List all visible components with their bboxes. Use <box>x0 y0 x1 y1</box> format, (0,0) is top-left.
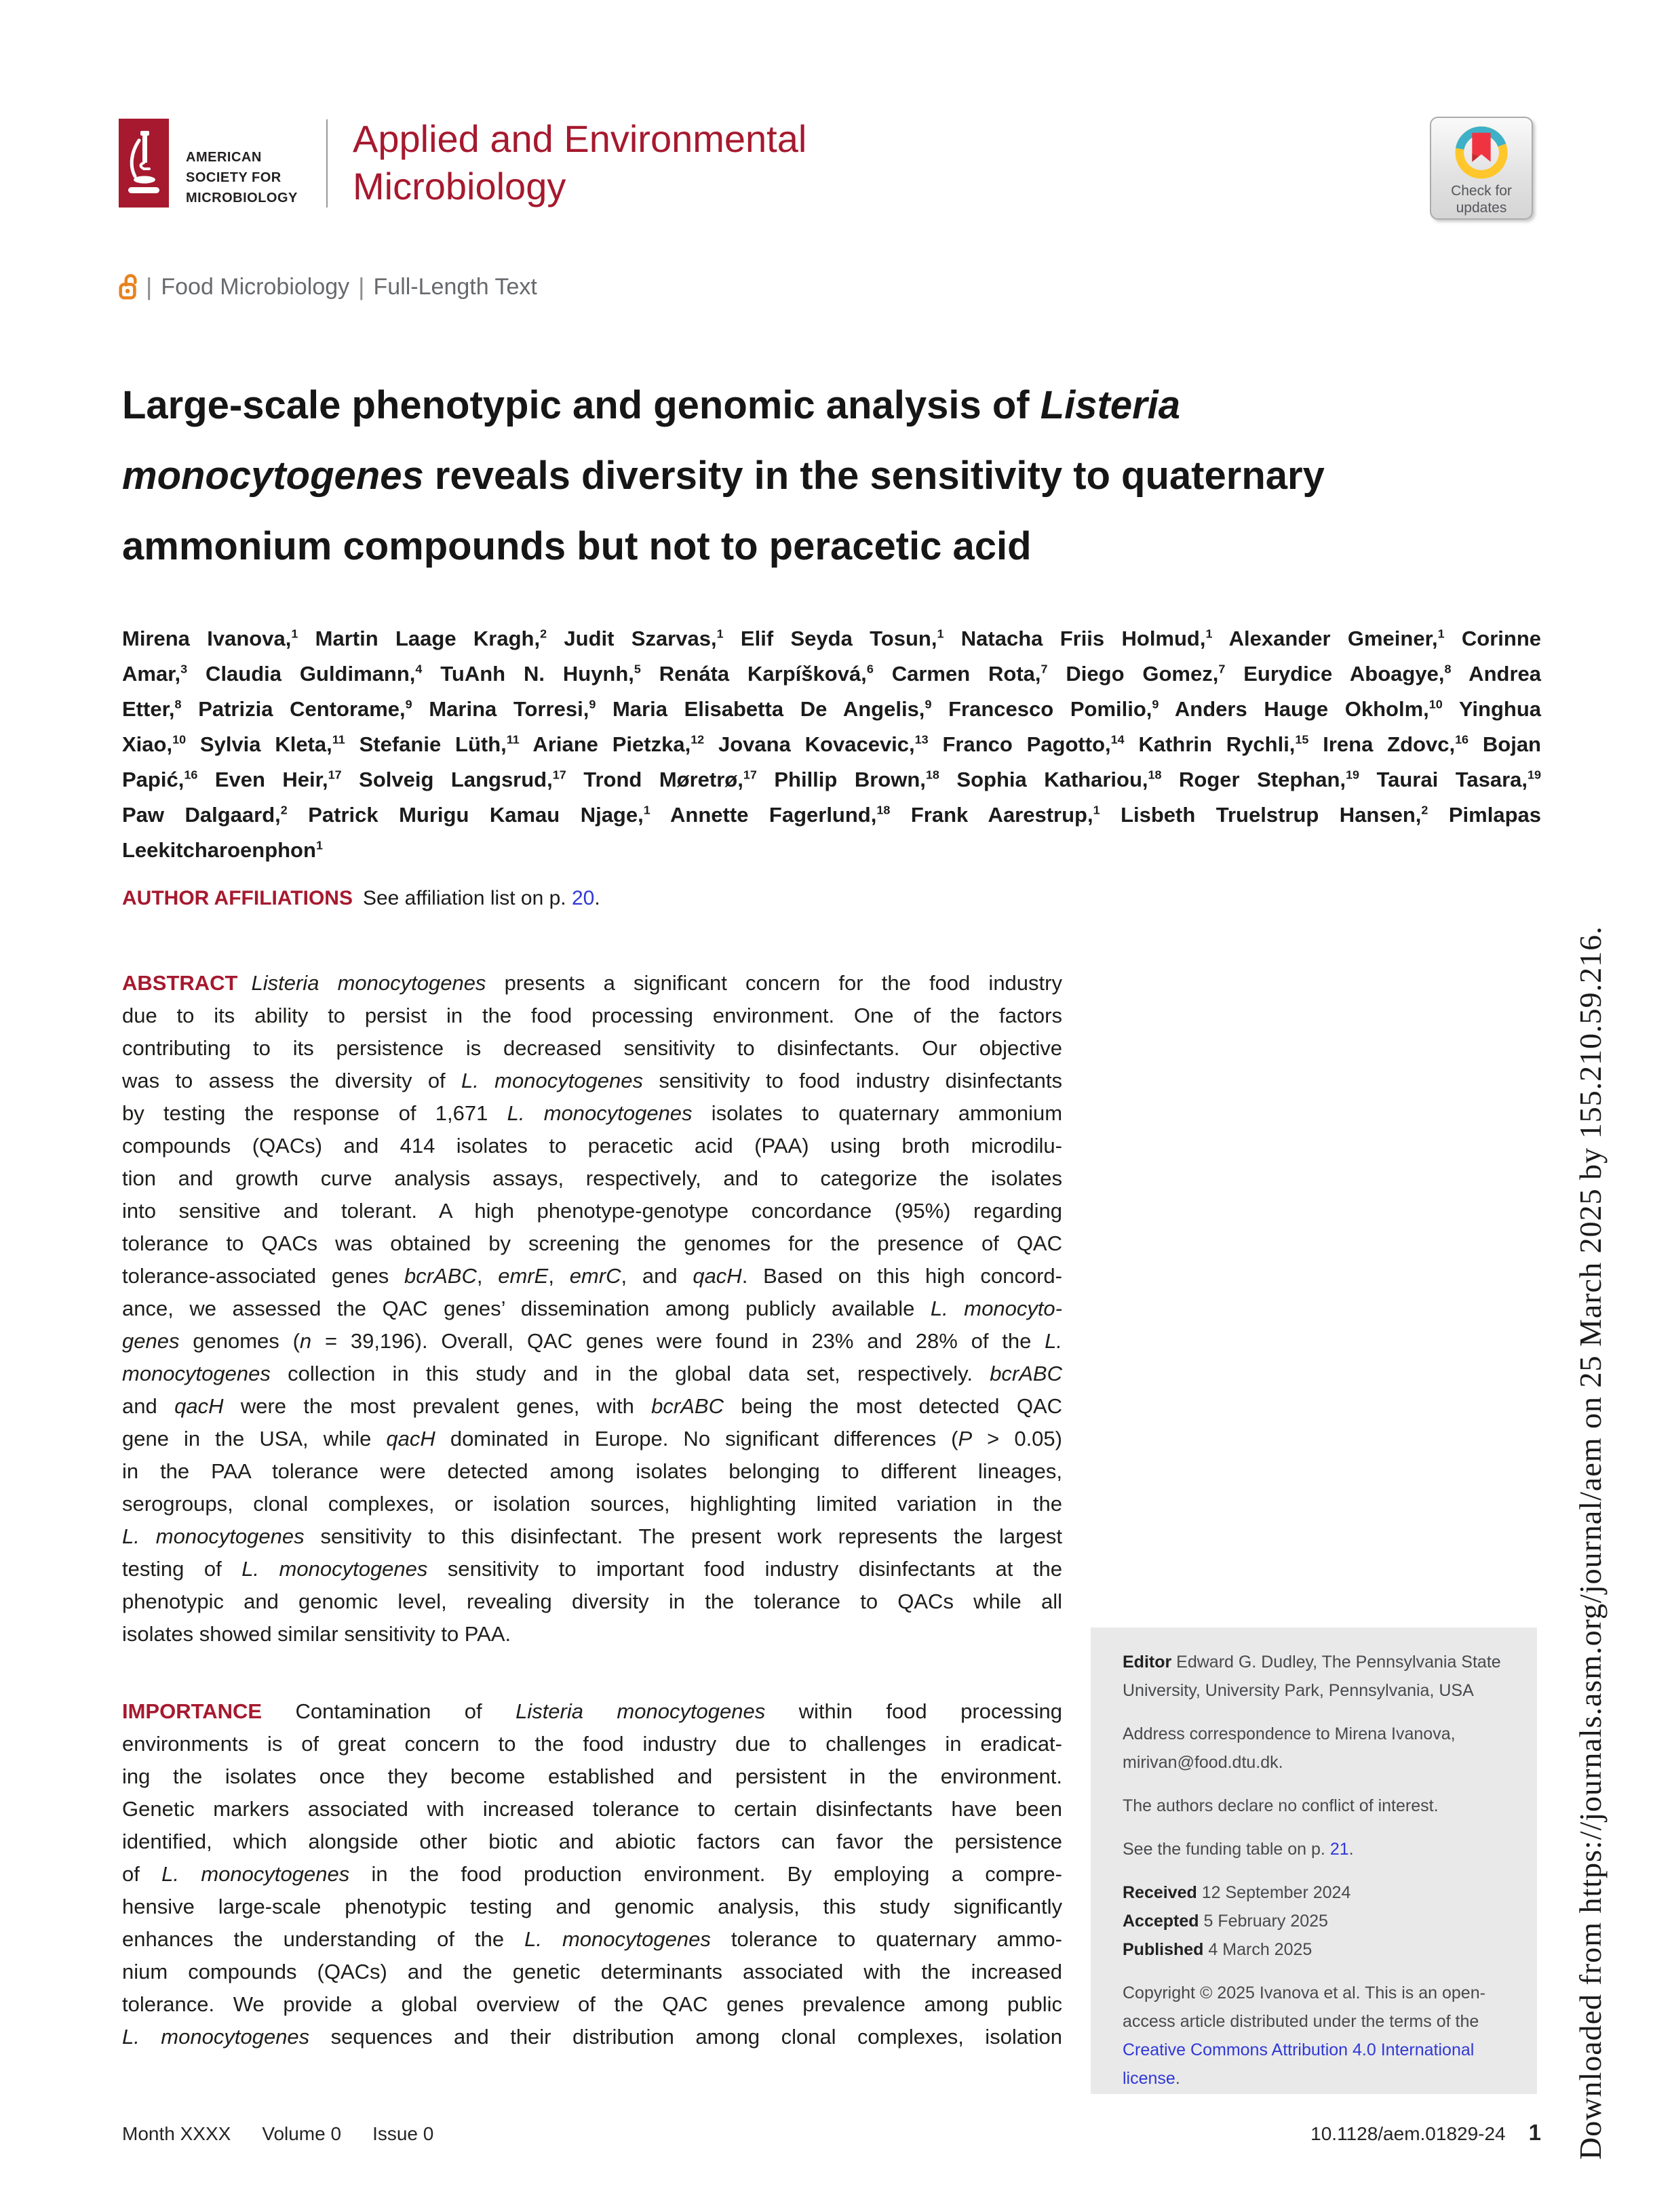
text-line <box>122 1130 1062 1162</box>
text-segment: , and <box>621 1264 693 1288</box>
footer-issue: Issue 0 <box>372 2123 434 2144</box>
text-line <box>122 656 1541 692</box>
text-segment: Marina Torresi, <box>412 697 589 721</box>
superscript-affiliation-ref: 9 <box>1152 697 1159 711</box>
text-segment: monocytogenes <box>122 454 424 498</box>
text-segment: Carmen Rota, <box>873 662 1041 686</box>
superscript-affiliation-ref: 3 <box>180 662 188 676</box>
text-segment: Pimlapas <box>1428 803 1541 827</box>
superscript-affiliation-ref: 11 <box>506 732 520 747</box>
superscript-affiliation-ref: 7 <box>1041 662 1048 676</box>
text-segment: Irena Zdovc, <box>1308 732 1456 756</box>
superscript-affiliation-ref: 14 <box>1110 732 1125 747</box>
text-segment: tion and growth curve analysis assays, respectively, and to categorize the isolates <box>122 1166 1062 1190</box>
text-segment: . Based on this high concord- <box>741 1264 1062 1288</box>
text-segment: Patrick Murigu Kamau Njage, <box>287 803 644 827</box>
text-line <box>122 1956 1062 1988</box>
download-watermark: Downloaded from https://journals.asm.org/journal/aem on 25 March 2025 by 155.210.59.216. <box>1573 926 1608 2160</box>
text-line <box>122 621 1541 656</box>
text-segment: L. monocytogenes <box>161 1862 350 1886</box>
text-line <box>122 1390 1062 1423</box>
text-segment: Large-scale phenotypic and genomic analysis of <box>122 383 1041 427</box>
text-segment: Address correspondence to Mirena Ivanova, mirivan@food.dtu.dk. <box>1123 1724 1456 1772</box>
text-segment: Xiao, <box>122 732 173 756</box>
text-line <box>122 1520 1062 1553</box>
text-segment: being the most detected QAC <box>723 1394 1063 1418</box>
text-segment: 5 February 2025 <box>1199 1912 1328 1931</box>
check-badge-line1: Check for <box>1451 183 1512 199</box>
article-type-label: Full-Length Text <box>373 273 537 300</box>
section-label: Food Microbiology <box>161 273 350 300</box>
text-segment: Alexander Gmeiner, <box>1212 627 1438 650</box>
text-line <box>122 1695 1062 1728</box>
text-segment: Paw Dalgaard, <box>122 803 281 827</box>
text-segment <box>353 887 363 909</box>
text-segment: Trond Møretrø, <box>566 768 743 791</box>
text-segment: sequences and their distribution among clonal complexes, isolation <box>309 2025 1063 2049</box>
journal-title <box>353 115 806 210</box>
text-segment: contributing to its persistence is decreased sensitivity to disinfectants. Our objective <box>122 1036 1062 1060</box>
text-segment: Sylvia Kleta, <box>186 732 332 756</box>
funding-note <box>1123 1835 1507 1863</box>
microscope-icon <box>126 130 161 197</box>
text-line <box>122 441 1541 511</box>
text-segment: , <box>548 1264 570 1288</box>
text-segment: sensitivity to this disinfectant. The present work represents the largest <box>304 1524 1062 1548</box>
text-segment: Maria Elisabetta De Angelis, <box>596 697 925 721</box>
superscript-affiliation-ref: 8 <box>174 697 182 711</box>
conflict-of-interest-note <box>1123 1792 1507 1820</box>
text-line <box>122 1162 1062 1195</box>
text-line <box>122 1423 1062 1455</box>
text-segment: tolerance to quaternary ammo- <box>710 1927 1062 1951</box>
text-line <box>122 1227 1062 1260</box>
superscript-affiliation-ref: 18 <box>1148 768 1162 782</box>
text-segment: genomes ( <box>179 1329 300 1353</box>
text-segment: n <box>299 1329 312 1353</box>
text-segment: reveals diversity in the sensitivity to quaternary <box>423 454 1325 498</box>
correspondence-info <box>1123 1720 1507 1777</box>
masthead-divider <box>326 119 328 208</box>
text-segment: = 39,196). Overall, QAC genes were found in 23% and 28% of the <box>311 1329 1045 1353</box>
text-segment: serogroups, clonal complexes, or isolation sources, highlighting limited variation in the <box>122 1492 1062 1516</box>
text-segment: L. monocyto- <box>930 1297 1062 1320</box>
text-segment: emrE <box>498 1264 549 1288</box>
society-line: SOCIETY FOR <box>186 170 281 185</box>
text-segment: emrC <box>569 1264 621 1288</box>
text-segment: Stefanie Lüth, <box>345 732 507 756</box>
society-line: MICROBIOLOGY <box>186 191 298 205</box>
superscript-affiliation-ref: 18 <box>876 803 891 817</box>
superscript-affiliation-ref: 15 <box>1295 732 1309 747</box>
text-segment: L. monocytogenes <box>122 1524 305 1548</box>
text-line <box>122 762 1541 797</box>
received-date <box>1123 1878 1507 1907</box>
text-segment: Accepted <box>1123 1912 1199 1931</box>
text-line <box>122 1760 1062 1793</box>
text-segment: Genetic markers associated with increased tolerance to certain disinfectants have been <box>122 1797 1062 1821</box>
text-segment: compounds (QACs) and 414 isolates to peracetic acid (PAA) using broth microdilu- <box>122 1134 1062 1158</box>
text-segment: L. monocytogenes <box>461 1069 644 1092</box>
authors-list <box>122 621 1541 868</box>
text-segment: genes <box>122 1329 180 1353</box>
text-segment: Natacha Friis Holmud, <box>944 627 1206 650</box>
check-badge-text <box>1451 182 1512 216</box>
text-segment: ing the isolates once they become established and persistent in the environment. <box>122 1764 1062 1788</box>
text-segment: Claudia Guldimann, <box>187 662 416 686</box>
text-segment: > 0.05) <box>972 1427 1062 1450</box>
text-segment: TuAnh N. Huynh, <box>422 662 634 686</box>
text-line <box>122 1585 1062 1618</box>
superscript-affiliation-ref: 17 <box>743 768 757 782</box>
affiliations-note <box>122 887 1541 910</box>
superscript-affiliation-ref: 9 <box>589 697 596 711</box>
text-segment: 4 March 2025 <box>1203 1940 1312 1959</box>
text-segment: testing of <box>122 1557 242 1581</box>
published-date <box>1123 1935 1507 1964</box>
text-segment: Listeria monocytogenes <box>516 1699 766 1723</box>
text-segment: Judit Szarvas, <box>547 627 717 650</box>
open-access-icon <box>119 274 137 300</box>
superscript-affiliation-ref: 1 <box>1205 627 1213 641</box>
text-segment: qacH <box>693 1264 742 1288</box>
text-line <box>122 797 1541 833</box>
text-line <box>122 1325 1062 1358</box>
superscript-affiliation-ref: 7 <box>1218 662 1226 676</box>
superscript-affiliation-ref: 17 <box>328 768 342 782</box>
text-segment: Even Heir, <box>197 768 328 791</box>
text-segment: Frank Aarestrup, <box>890 803 1093 827</box>
text-segment: bcrABC <box>651 1394 724 1418</box>
text-segment: dominated in Europe. No significant differences ( <box>435 1427 958 1450</box>
text-line <box>122 1488 1062 1520</box>
superscript-affiliation-ref: 10 <box>172 732 187 747</box>
asm-logo-red-square <box>119 119 169 208</box>
text-line <box>122 692 1541 727</box>
crossmark-icon <box>1454 125 1509 180</box>
text-segment: Received <box>1123 1883 1197 1902</box>
check-badge-line2: updates <box>1456 200 1507 216</box>
text-segment: within food processing <box>765 1699 1062 1723</box>
author-affiliations-label: AUTHOR AFFILIATIONS <box>122 887 353 909</box>
text-segment: enhances the understanding of the <box>122 1927 525 1951</box>
superscript-affiliation-ref: 1 <box>937 627 944 641</box>
text-segment: Anders Hauge Okholm, <box>1159 697 1429 721</box>
funding-page-link[interactable]: 21 <box>1329 1840 1349 1859</box>
text-segment: in the PAA tolerance were detected among isolates belonging to different lineages, <box>122 1459 1062 1483</box>
text-segment: isolates to quaternary ammonium <box>692 1101 1063 1125</box>
text-segment: in the food production environment. By employing a compre- <box>349 1862 1062 1886</box>
article-info-sidebar <box>1091 1627 1537 2094</box>
superscript-affiliation-ref: 17 <box>552 768 566 782</box>
superscript-affiliation-ref: 1 <box>716 627 724 641</box>
text-segment: Roger Stephan, <box>1161 768 1346 791</box>
abstract-label: ABSTRACT <box>122 971 238 995</box>
text-line <box>122 1728 1062 1760</box>
superscript-affiliation-ref: 10 <box>1428 697 1443 711</box>
text-segment: qacH <box>174 1394 224 1418</box>
text-segment: Jovana Kovacevic, <box>704 732 915 756</box>
text-segment: Phillip Brown, <box>756 768 926 791</box>
superscript-affiliation-ref: 11 <box>332 732 345 747</box>
superscript-affiliation-ref: 1 <box>291 627 298 641</box>
text-segment: Bojan <box>1469 732 1541 756</box>
importance-label: IMPORTANCE <box>122 1699 262 1723</box>
text-line <box>122 1195 1062 1227</box>
accepted-date <box>1123 1907 1507 1935</box>
text-line <box>122 1618 1062 1651</box>
copyright-note <box>1123 1979 1507 2093</box>
text-segment: Ariane Pietzka, <box>519 732 691 756</box>
text-segment: P <box>958 1427 973 1450</box>
affiliation-page-link[interactable]: 20 <box>571 887 595 909</box>
text-segment: tolerance-associated genes <box>122 1264 405 1288</box>
text-segment: Sophia Kathariou, <box>939 768 1148 791</box>
text-line <box>122 1793 1062 1825</box>
text-line <box>122 1988 1062 2021</box>
text-segment: of <box>122 1862 162 1886</box>
text-segment: Published <box>1123 1940 1204 1959</box>
text-segment: Editor <box>1123 1653 1172 1672</box>
superscript-affiliation-ref: 19 <box>1346 768 1359 782</box>
text-segment: Corinne <box>1444 627 1542 650</box>
text-segment: Patrizia Centorame, <box>181 697 406 721</box>
text-segment: Franco Pagotto, <box>928 732 1111 756</box>
journal-title-line: Microbiology <box>353 165 566 208</box>
text-line <box>122 2021 1062 2053</box>
text-segment: hensive large-scale phenotypic testing and genomic analysis, this study significantly <box>122 1895 1062 1918</box>
society-name <box>186 119 298 208</box>
text-line <box>122 833 1541 868</box>
journal-title-line: Applied and Environmental <box>353 117 807 160</box>
text-segment: sensitivity to important food industry disinfectants at the <box>427 1557 1062 1581</box>
text-segment: L. monocytogenes <box>507 1101 693 1125</box>
superscript-affiliation-ref: 18 <box>925 768 939 782</box>
text-segment: Solveig Langsrud, <box>341 768 553 791</box>
text-line <box>122 967 1062 1000</box>
text-line <box>122 1858 1062 1891</box>
text-segment: L. monocytogenes <box>122 2025 310 2049</box>
superscript-affiliation-ref: 16 <box>1455 732 1469 747</box>
text-segment: and <box>122 1394 175 1418</box>
text-segment: Amar, <box>122 662 181 686</box>
text-segment: L. <box>1045 1329 1062 1353</box>
text-segment: tolerance to QACs was obtained by screening the genomes for the presence of QAC <box>122 1231 1062 1255</box>
superscript-affiliation-ref: 12 <box>691 732 705 747</box>
text-segment: gene in the USA, while <box>122 1427 387 1450</box>
text-segment: 12 September 2024 <box>1197 1883 1351 1902</box>
text-segment: Eurydice Aboagye, <box>1225 662 1445 686</box>
text-line <box>122 1097 1062 1130</box>
text-segment: isolates showed similar sensitivity to PAA. <box>122 1622 511 1646</box>
text-line <box>122 1891 1062 1923</box>
text-line <box>122 1923 1062 1956</box>
text-line <box>122 511 1541 582</box>
meta-pipe: | <box>358 273 365 300</box>
text-segment: bcrABC <box>404 1264 477 1288</box>
editor-info <box>1123 1648 1507 1705</box>
text-segment: Annette Fagerlund, <box>650 803 877 827</box>
doi-text: 10.1128/aem.01829-24 <box>1310 2123 1506 2144</box>
text-line <box>122 1065 1062 1097</box>
superscript-affiliation-ref: 9 <box>405 697 412 711</box>
superscript-affiliation-ref: 1 <box>643 803 650 817</box>
text-segment: Andrea <box>1451 662 1541 686</box>
text-segment: . <box>1348 1840 1354 1859</box>
text-segment: Lisbeth Truelstrup Hansen, <box>1100 803 1422 827</box>
text-segment: ance, we assessed the QAC genes’ dissemination among publicly available <box>122 1297 931 1320</box>
superscript-affiliation-ref: 4 <box>415 662 423 676</box>
text-segment: Martin Laage Kragh, <box>298 627 541 650</box>
superscript-affiliation-ref: 9 <box>925 697 932 711</box>
superscript-affiliation-ref: 13 <box>914 732 929 747</box>
check-for-updates-badge[interactable] <box>1430 117 1533 220</box>
text-segment: by testing the response of 1,671 <box>122 1101 507 1125</box>
text-segment: Listeria monocytogenes <box>251 971 486 995</box>
text-segment: Etter, <box>122 697 175 721</box>
text-segment: Listeria <box>1040 383 1181 427</box>
text-segment: L. monocytogenes <box>524 1927 711 1951</box>
text-segment: Contamination of <box>262 1699 516 1723</box>
text-segment: identified, which alongside other biotic and abiotic factors can favor the persistence <box>122 1830 1062 1853</box>
text-segment: due to its ability to persist in the food processing environment. One of the factors <box>122 1004 1062 1027</box>
importance-section <box>122 1695 1062 2053</box>
text-line <box>122 370 1541 441</box>
footer-issue-info <box>122 2123 433 2145</box>
society-line: AMERICAN <box>186 150 262 165</box>
text-segment: Francesco Pomilio, <box>931 697 1152 721</box>
text-segment: Leekitcharoenphon <box>122 838 316 862</box>
superscript-affiliation-ref: 19 <box>1528 768 1542 782</box>
page-number: 1 <box>1528 2120 1541 2145</box>
text-segment: , <box>476 1264 499 1288</box>
text-segment: Mirena Ivanova, <box>122 627 292 650</box>
page-footer <box>122 2120 1541 2146</box>
text-segment: Elif Seyda Tosun, <box>723 627 937 650</box>
text-segment: See the funding table on p. <box>1123 1840 1330 1859</box>
text-segment: collection in this study and in the global data set, respectively. <box>270 1362 990 1385</box>
text-segment: was to assess the diversity of <box>122 1069 461 1092</box>
text-line <box>122 1260 1062 1292</box>
text-segment: environments is of great concern to the food industry due to challenges in eradicat- <box>122 1732 1062 1756</box>
text-segment: Diego Gomez, <box>1047 662 1219 686</box>
cc-license-link[interactable]: Creative Commons Attribution 4.0 International license <box>1123 2040 1475 2088</box>
text-segment: sensitivity to food industry disinfectants <box>643 1069 1063 1092</box>
text-line <box>122 1825 1062 1858</box>
text-segment: nium compounds (QACs) and the genetic determinants associated with the increased <box>122 1960 1062 1983</box>
superscript-affiliation-ref: 1 <box>315 838 323 852</box>
footer-doi-block <box>1310 2120 1541 2146</box>
superscript-affiliation-ref: 1 <box>1437 627 1445 641</box>
text-line <box>122 1455 1062 1488</box>
superscript-affiliation-ref: 16 <box>184 768 198 782</box>
text-line <box>122 727 1541 762</box>
text-segment: bcrABC <box>990 1362 1062 1385</box>
text-segment: Copyright © 2025 Ivanova et al. This is an open-access article distributed under the terms of the <box>1123 1983 1485 2031</box>
text-segment: Edward G. Dudley, The Pennsylvania State University, University Park, Pennsylvania, USA <box>1123 1653 1501 1700</box>
text-segment: ammonium compounds but not to peracetic acid <box>122 524 1032 568</box>
abstract-section <box>122 967 1062 1651</box>
text-segment: . <box>594 887 600 909</box>
page-title <box>122 370 1541 582</box>
text-segment: Renáta Karpíšková, <box>640 662 867 686</box>
text-line <box>122 1553 1062 1585</box>
text-line <box>122 1032 1062 1065</box>
asm-logo <box>119 119 298 208</box>
superscript-affiliation-ref: 2 <box>540 627 547 641</box>
text-segment: monocytogenes <box>122 1362 271 1385</box>
article-dates <box>1123 1878 1507 1964</box>
text-segment: into sensitive and tolerant. A high phenotype-genotype concordance (95%) regarding <box>122 1199 1062 1223</box>
text-line <box>122 1358 1062 1390</box>
superscript-affiliation-ref: 2 <box>280 803 288 817</box>
superscript-affiliation-ref: 1 <box>1093 803 1100 817</box>
superscript-affiliation-ref: 6 <box>866 662 874 676</box>
meta-pipe: | <box>146 273 153 300</box>
text-segment: See affiliation list on p. <box>362 887 572 909</box>
text-segment: phenotypic and genomic level, revealing diversity in the tolerance to QACs while all <box>122 1589 1062 1613</box>
footer-volume: Volume 0 <box>262 2123 342 2144</box>
footer-month: Month XXXX <box>122 2123 231 2144</box>
superscript-affiliation-ref: 2 <box>1421 803 1428 817</box>
text-segment: were the most prevalent genes, with <box>223 1394 652 1418</box>
superscript-affiliation-ref: 8 <box>1444 662 1452 676</box>
text-segment: . <box>1175 2069 1180 2088</box>
text-line <box>122 1292 1062 1325</box>
text-segment: presents a significant concern for the food industry <box>486 971 1062 995</box>
text-segment: Kathrin Rychli, <box>1124 732 1296 756</box>
text-line <box>122 1000 1062 1032</box>
article-meta-line <box>119 273 537 301</box>
text-segment: Yinghua <box>1442 697 1542 721</box>
text-segment: L. monocytogenes <box>241 1557 428 1581</box>
text-segment: Taurai Tasara, <box>1359 768 1528 791</box>
text-segment: Papić, <box>122 768 184 791</box>
text-segment: qacH <box>386 1427 435 1450</box>
text-segment: tolerance. We provide a global overview of the QAC genes prevalence among public <box>122 1992 1062 2016</box>
text-segment: The authors declare no conflict of interest. <box>1123 1796 1439 1815</box>
superscript-affiliation-ref: 5 <box>634 662 641 676</box>
